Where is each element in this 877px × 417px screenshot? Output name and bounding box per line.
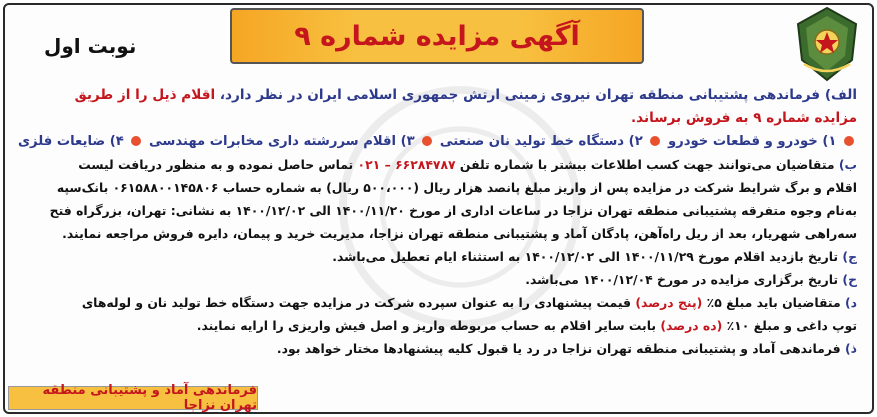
paragraph-b-line-4: سه‌راهی شهریار، بعد از ریل راه‌آهن، پادگان آماد و پشتیبانی منطقه تهران نزاجا، مدیریت خرید و پیمان، دایره فروش مراجعه نمایند. [62, 226, 857, 241]
intro-line-1 [12, 84, 857, 107]
paragraph-c [12, 245, 857, 268]
section-label-c: ج) [842, 249, 857, 264]
paragraph-b-line-1 [12, 153, 857, 176]
title-banner [230, 8, 644, 64]
section-label-b: ب) [838, 157, 857, 172]
paragraph-d-text-1a: متقاضیان باید مبلغ ۵٪ [706, 295, 841, 310]
section-label-alef: الف) [824, 87, 857, 103]
phone-number: ۶۶۲۸۴۷۸۷ – ۰۲۱ [357, 157, 456, 172]
paragraph-z-text: فرماندهی آماد و پشتیبانی منطقه تهران نزاجا در رد یا قبول کلیه پیشنهادها مختار خواهد بود. [276, 341, 841, 356]
paragraph-b-text-1b: تماس حاصل نموده و به منظور دریافت لیست [78, 157, 354, 172]
item-label: دستگاه خط تولید نان صنعتی [439, 134, 625, 149]
item-label: ضایعات فلزی [17, 134, 106, 149]
paragraph-b-line-2: اقلام و برگ شرایط شرکت در مزایده پس از واریز مبلغ پانصد هزار ریال (۵۰۰،۰۰۰ ریال) به شماره حساب ۰۶۱۵۸۸۰۰۱۴۵۸۰۶ بانک‌سپه [56, 180, 857, 195]
signature-box [8, 383, 258, 413]
paragraph-h-text: تاریخ برگزاری مزایده در مورخ ۱۴۰۰/۱۲/۰۴ می‌باشد. [525, 272, 839, 287]
army-emblem-icon [790, 4, 864, 84]
paragraph-d-text-1c: قیمت پیشنهادی را به عنوان سپرده شرکت در مزایده جهت دستگاه خط تولید نان و لوله‌های [81, 295, 632, 310]
paragraph-d-percent-2: (ده درصد) [660, 318, 723, 333]
section-label-z: ذ) [844, 341, 857, 356]
intro-line2-text: مزایده شماره ۹ به فروش برساند. [631, 110, 857, 126]
bullet-icon [650, 136, 660, 146]
section-label-d: د) [844, 295, 857, 310]
paragraph-h [12, 268, 857, 291]
item-number: ۳) [400, 134, 415, 149]
intro-highlight: اقلام ذیل را از طریق [74, 87, 216, 103]
intro-line-2 [12, 107, 857, 130]
paragraph-b-text-1a: متقاضیان می‌توانند جهت کسب اطلاعات بیشتر با شماره تلفن [459, 157, 835, 172]
bullet-icon [844, 136, 854, 146]
paragraph-d-percent-1: (پنج درصد) [635, 295, 703, 310]
paragraph-d-text-2a: توپ داغی و مبلغ ۱۰٪ [726, 318, 857, 333]
paragraph-d-text-2c: بابت سایر اقلام به حساب مربوطه واریز و اصل فیش واریزی را ارایه نمایند. [196, 318, 656, 333]
item-label: خودرو و قطعات خودرو [667, 134, 818, 149]
ad-body [12, 84, 857, 360]
publication-turn: نوبت اول [44, 34, 137, 58]
bullet-icon [131, 136, 141, 146]
page-title: آگهی مزایده شماره ۹ [294, 20, 580, 52]
section-label-h: ح) [842, 272, 857, 287]
items-list [12, 130, 857, 153]
bullet-icon [422, 136, 432, 146]
paragraph-d-line-1 [12, 291, 857, 314]
paragraph-b-line-3: به‌نام وجوه متفرقه پشتیبانی منطقه تهران نزاجا در ساعات اداری از مورخ ۱۴۰۰/۱۱/۲۰ الی ۱۴۰۰/۱۲/۰۲ به نشانی: تهران، بزرگراه فتح [49, 203, 857, 218]
paragraph-z [12, 337, 857, 360]
paragraph-d-line-2 [12, 314, 857, 337]
item-number: ۴) [109, 134, 124, 149]
paragraph-c-text: تاریخ بازدید اقلام مورخ ۱۴۰۰/۱۱/۲۹ الی ۱۴۰۰/۱۲/۰۲ به استثناء ایام تعطیل می‌باشد. [332, 249, 839, 264]
item-label: اقلام سررشته داری مخابرات مهندسی [149, 134, 397, 149]
item-number: ۲) [628, 134, 643, 149]
item-number: ۱) [822, 134, 837, 149]
signature-text: فرماندهی آماد و پشتیبانی منطقه تهران نزاجا [42, 383, 257, 413]
intro-text: فرماندهی پشتیبانی منطقه تهران نیروی زمینی ارتش جمهوری اسلامی ایران در نظر دارد، [219, 87, 821, 103]
